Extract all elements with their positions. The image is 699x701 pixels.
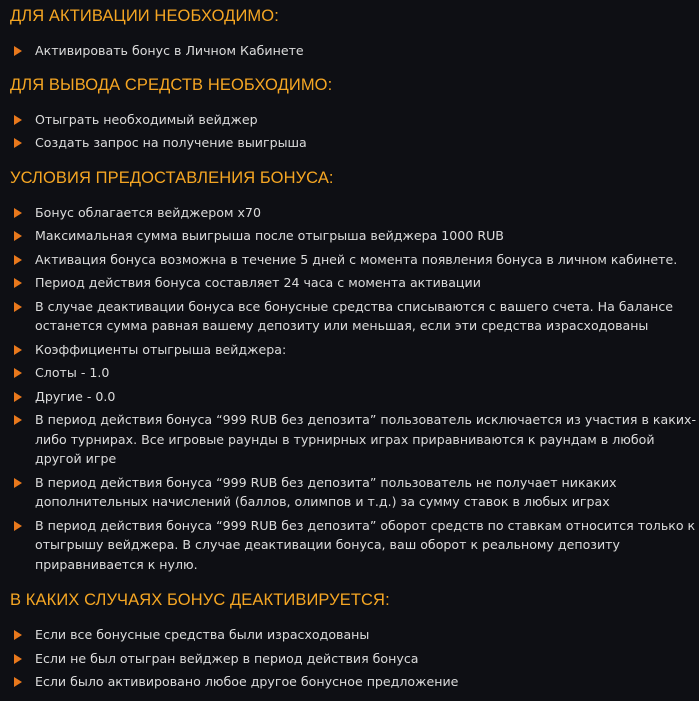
triangle-bullet-icon <box>14 115 22 125</box>
list-item-text: Бонус облагается вейджером х70 <box>35 204 261 220</box>
deactivation-list <box>10 625 699 692</box>
list-item <box>10 226 699 246</box>
triangle-bullet-icon <box>14 478 22 488</box>
triangle-bullet-icon <box>14 46 22 56</box>
list-item-text: Если было активировано любое другое бонусное предложение <box>35 674 459 689</box>
list-item-text: Коэффициенты отыгрыша вейджера: <box>35 341 287 357</box>
triangle-bullet-icon <box>14 368 22 378</box>
triangle-bullet-icon <box>14 255 22 265</box>
triangle-bullet-icon <box>14 521 22 531</box>
list-item-text: Максимальная сумма выигрыша после отыгрыша вейджера 1000 RUB <box>35 228 504 243</box>
list-item-text: Отыграть необходимый вейджер <box>35 111 258 127</box>
list-item <box>10 516 699 575</box>
list-item <box>10 203 699 223</box>
section-heading: ДЛЯ АКТИВАЦИИ НЕОБХОДИМО: <box>10 7 279 25</box>
list-item <box>10 649 699 669</box>
list-item-text: Активировать бонус в Личном Кабинете <box>35 43 304 58</box>
list-item <box>10 473 699 512</box>
triangle-bullet-icon <box>14 302 22 312</box>
list-item-text: Если не был отыгран вейджер в период действия бонуса <box>35 650 419 666</box>
list-item-text: В период действия бонуса “999 RUB без депозита” пользователь не получает никаких дополнительных начислений (баллов, олимпов и т.д.) за сумму ставок в любых играх <box>35 474 617 509</box>
list-item-text: В период действия бонуса “999 RUB без депозита” оборот средств по ставкам относится только к отыгрышу вейджера. В случае деактивации бонуса, ваш оборот к реальному депозиту приравнивается к нулю. <box>35 517 696 572</box>
list-item <box>10 387 699 407</box>
list-item-text: В период действия бонуса “999 RUB без депозита” пользователь исключается из участия в каких-либо турнирах. Все игровые раунды в турнирных играх приравниваются к раундам в любой другой игре <box>35 412 697 466</box>
triangle-bullet-icon <box>14 138 22 148</box>
list-item-text: Активация бонуса возможна в течение 5 дней с момента появления бонуса в личном кабинете. <box>35 251 678 267</box>
list-item-text: Создать запрос на получение выигрыша <box>35 135 307 150</box>
triangle-bullet-icon <box>14 677 22 687</box>
list-item <box>10 625 699 645</box>
activation-section <box>10 6 699 61</box>
triangle-bullet-icon <box>14 278 22 288</box>
section-heading: ДЛЯ ВЫВОДА СРЕДСТВ НЕОБХОДИМО: <box>10 75 333 94</box>
bonus-conditions-section <box>10 168 699 575</box>
list-item-text: Слоты - 1.0 <box>35 365 110 380</box>
list-item-text: В случае деактивации бонуса все бонусные средства списываются с вашего счета. На балансе останется сумма равная вашему депозиту или меньшая, если эти средства израсходованы <box>35 298 674 333</box>
withdrawal-section <box>10 75 699 153</box>
bonus-conditions-list <box>10 203 699 575</box>
triangle-bullet-icon <box>14 345 22 355</box>
activation-list <box>10 41 699 61</box>
section-heading: В КАКИХ СЛУЧАЯХ БОНУС ДЕАКТИВИРУЕТСЯ: <box>10 591 390 609</box>
list-item <box>10 133 699 153</box>
deactivation-section <box>10 590 699 692</box>
list-item <box>10 410 699 469</box>
triangle-bullet-icon <box>14 231 22 241</box>
triangle-bullet-icon <box>14 208 22 218</box>
list-item-text: Период действия бонуса составляет 24 часа с момента активации <box>35 275 481 290</box>
triangle-bullet-icon <box>14 630 22 640</box>
list-item-text: Другие - 0.0 <box>35 388 116 404</box>
list-item <box>10 273 699 293</box>
list-item <box>10 340 699 360</box>
section-heading: УСЛОВИЯ ПРЕДОСТАВЛЕНИЯ БОНУСА: <box>10 168 334 187</box>
list-item <box>10 250 699 270</box>
list-item <box>10 363 699 383</box>
list-item <box>10 672 699 692</box>
triangle-bullet-icon <box>14 392 22 402</box>
triangle-bullet-icon <box>14 415 22 425</box>
list-item <box>10 110 699 130</box>
list-item-text: Если все бонусные средства были израсходованы <box>35 627 370 642</box>
list-item <box>10 297 699 336</box>
triangle-bullet-icon <box>14 654 22 664</box>
withdrawal-list <box>10 110 699 153</box>
list-item <box>10 41 699 61</box>
